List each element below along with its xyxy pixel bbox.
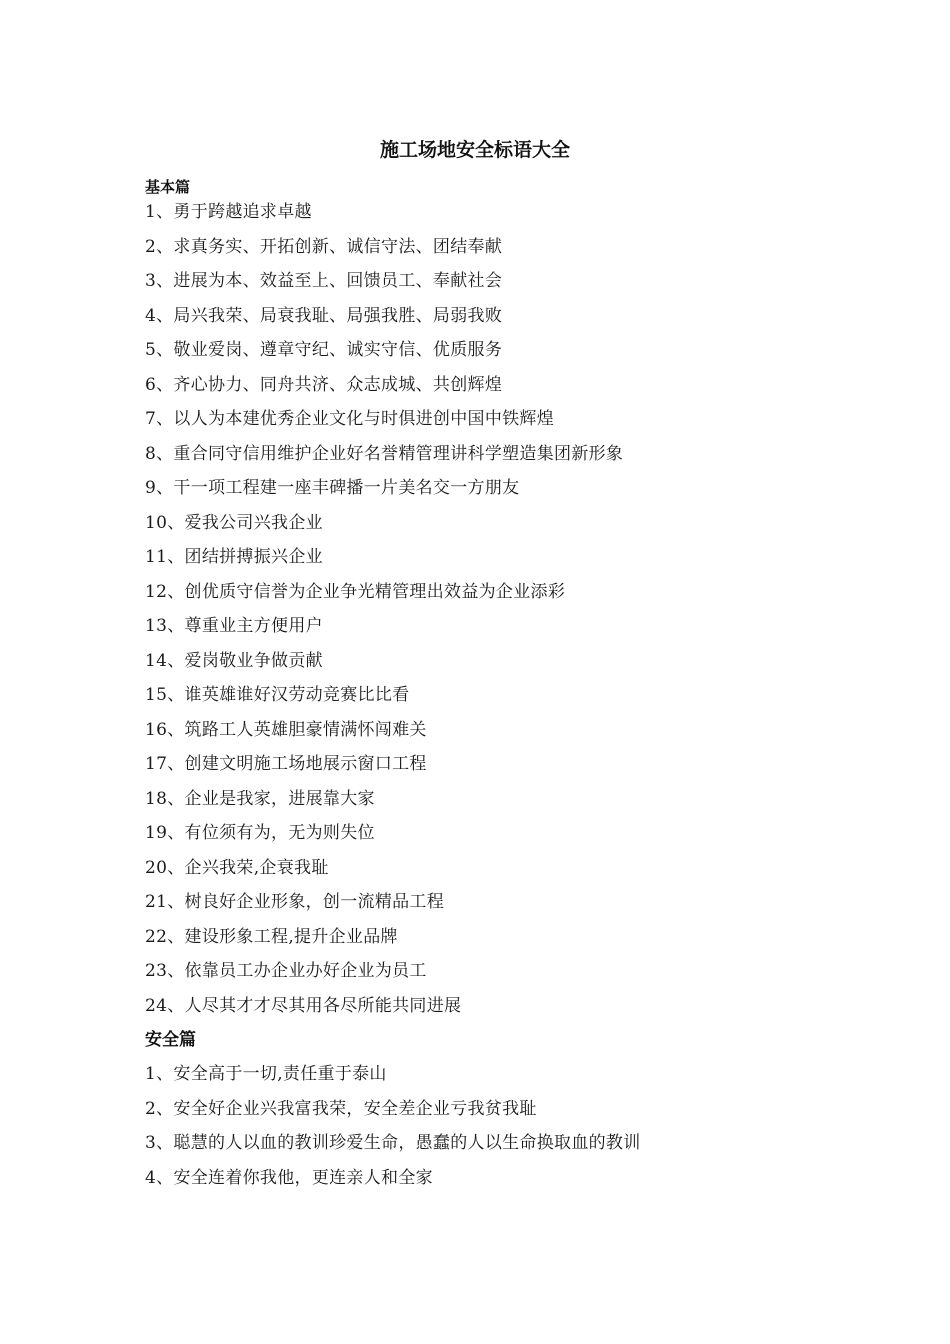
list-item: 10、爱我公司兴我企业: [145, 512, 323, 533]
list-item: 11、团结拼搏振兴企业: [145, 547, 323, 567]
page-title: 施工场地安全标语大全: [379, 139, 570, 161]
list-item: 5、敬业爱岗、遵章守纪、诚实守信、优质服务: [145, 340, 503, 360]
list-item: 3、进展为本、效益至上、回馈员工、奉献社会: [145, 271, 503, 291]
slogan-list-safety: [145, 1060, 641, 1198]
list-item: 1、勇于跨越追求卓越: [145, 202, 312, 222]
list-item: 15、谁英雄谁好汉劳动竞赛比比看: [145, 685, 410, 705]
list-item: 9、干一项工程建一座丰碑播一片美名交一方朋友: [145, 478, 520, 498]
list-item: 16、筑路工人英雄胆豪情满怀闯难关: [145, 719, 427, 740]
list-item: 14、爱岗敬业争做贡献: [145, 650, 323, 671]
list-item: 1、安全高于一切,责任重于泰山: [145, 1064, 387, 1084]
list-item: 21、树良好企业形象，创一流精品工程: [145, 892, 445, 912]
list-item: 19、有位须有为，无为则失位: [145, 823, 375, 843]
list-item: 24、人尽其才才尽其用各尽所能共同进展: [145, 995, 462, 1016]
section-heading-basic: 基本篇: [145, 178, 191, 196]
list-item: 22、建设形象工程,提升企业品牌: [145, 926, 398, 947]
list-item: 2、求真务实、开拓创新、诚信守法、团结奉献: [145, 236, 503, 257]
list-item: 4、安全连着你我他，更连亲人和全家: [145, 1167, 433, 1188]
list-item: 23、依靠员工办企业办好企业为员工: [145, 961, 427, 981]
list-item: 3、聪慧的人以血的教训珍爱生命，愚蠢的人以生命换取血的教训: [145, 1133, 641, 1153]
list-item: 13、尊重业主方便用户: [145, 616, 323, 636]
list-item: 7、以人为本建优秀企业文化与时俱进创中国中铁辉煌: [145, 409, 555, 429]
list-item: 6、齐心协力、同舟共济、众志成城、共创辉煌: [145, 374, 503, 395]
list-item: 8、重合同守信用维护企业好名誉精管理讲科学塑造集团新形象: [145, 443, 624, 464]
list-item: 2、安全好企业兴我富我荣，安全差企业亏我贫我耻: [145, 1098, 537, 1119]
list-item: 18、企业是我家，进展靠大家: [145, 788, 375, 809]
list-item: 4、局兴我荣、局衰我耻、局强我胜、局弱我败: [145, 305, 503, 326]
list-item: 20、企兴我荣,企衰我耻: [145, 857, 329, 878]
list-item: 17、创建文明施工场地展示窗口工程: [145, 754, 427, 774]
list-item: 12、创优质守信誉为企业争光精管理出效益为企业添彩: [145, 581, 566, 602]
section-heading-safety: 安全篇: [145, 1030, 196, 1050]
slogan-list-basic: [145, 198, 623, 1026]
